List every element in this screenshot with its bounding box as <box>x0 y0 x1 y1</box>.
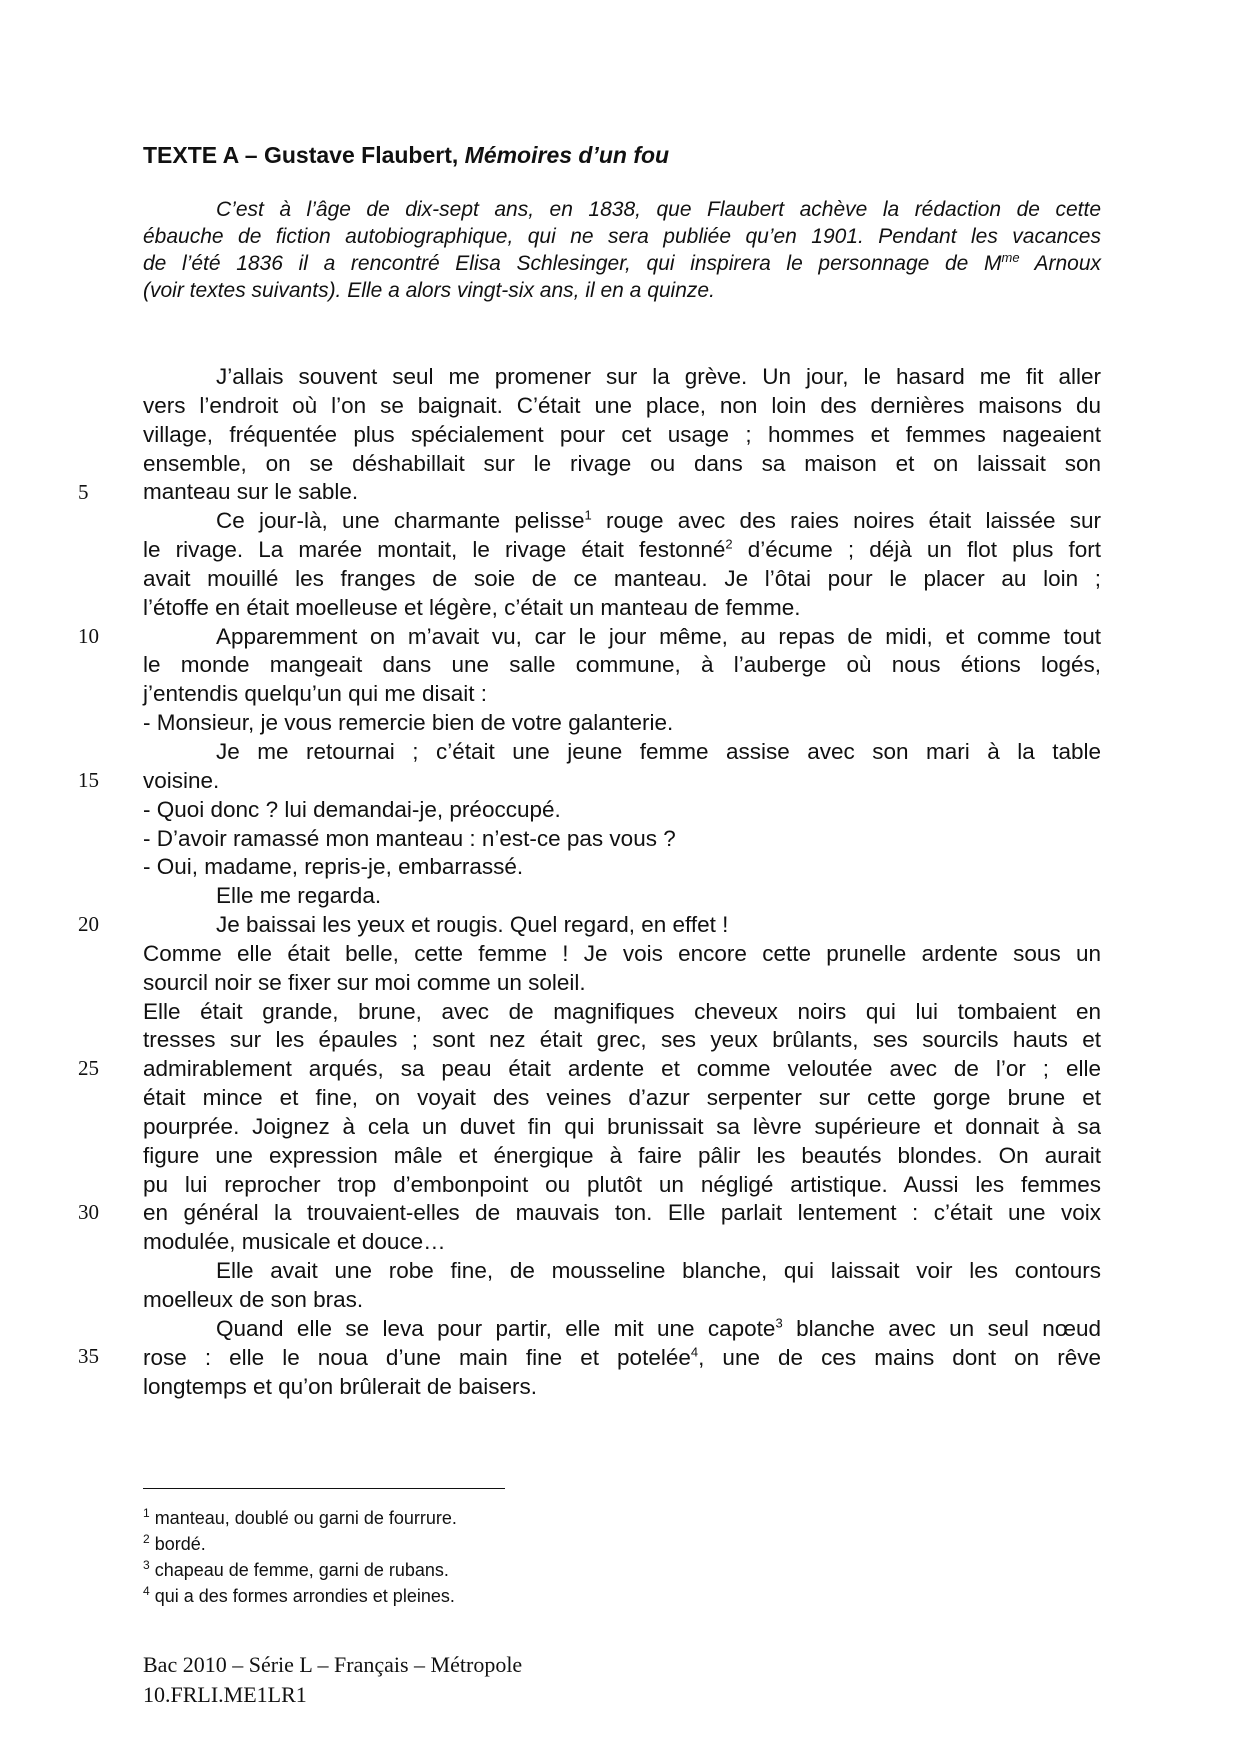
text-line: - Monsieur, je vous remercie bien de votre galanterie. <box>143 710 674 736</box>
footnote: $^2$ bordé. <box>143 1532 206 1554</box>
text-line: le rivage. La marée montait, le rivage était festonné$^2$ d’écume ; déjà un flot plus fort <box>143 536 1101 563</box>
page-footer <box>143 1650 522 1710</box>
line-number: 10 <box>78 624 99 648</box>
intro-line: de l’été 1836 il a rencontré Elisa Schlesinger, qui inspirera le personnage de $M^{me}$ Arnoux <box>143 250 1101 275</box>
text-line: rose : elle le noua d’une main fine et potelée$^4$, une de ces mains dont on rêve <box>143 1344 1101 1370</box>
footnote-ref: 4 <box>690 1344 699 1360</box>
intro-line: ébauche de fiction autobiographique, qui ne sera publiée qu’en 1901. Pendant les vacances <box>143 225 1101 248</box>
text-line: voisine. <box>143 767 220 793</box>
text-line: manteau sur le sable. <box>143 479 359 505</box>
text-line: admirablement arqués, sa peau était ardente et comme veloutée avec de l’or ; elle <box>143 1056 1101 1082</box>
text-line: J’allais souvent seul me promener sur la grève. Un jour, le hasard me fit aller <box>216 364 1101 389</box>
line-number: 15 <box>78 768 99 792</box>
intro-line: (voir textes suivants). Elle a alors vingt-six ans, il en a quinze. <box>143 279 715 302</box>
intro-paragraph <box>143 196 1101 304</box>
main-text <box>143 363 1101 1401</box>
text-line: longtemps et qu’on brûlerait de baisers. <box>143 1373 537 1399</box>
text-line: pu lui reprocher trop d’embonpoint ou plutôt un négligé artistique. Aussi les femmes <box>143 1171 1101 1197</box>
footnote: $^1$ manteau, doublé ou garni de fourrure. <box>143 1506 457 1528</box>
line-numbers <box>0 0 120 1754</box>
footnote-ref: 3 <box>775 1315 783 1331</box>
text-line: Quand elle se leva pour partir, elle mit une capote$^3$ blanche avec un seul nœud <box>216 1315 1102 1341</box>
text-line: moelleux de son bras. <box>143 1287 364 1312</box>
text-line: tresses sur les épaules ; sont nez était grec, ses yeux brûlants, ses sourcils hauts et <box>143 1027 1101 1053</box>
text-line: figure une expression mâle et énergique à faire pâlir les beautés blondes. On aurait <box>143 1142 1101 1168</box>
line-number: 20 <box>78 912 99 936</box>
footnote: $^3$ chapeau de femme, garni de rubans. <box>143 1558 449 1580</box>
footnotes <box>143 1505 457 1609</box>
line-number: 35 <box>78 1344 99 1368</box>
footnote-ref: 2 <box>725 536 733 552</box>
text-line: vers l’endroit où l’on se baignait. C’était une place, non loin des dernières maisons du <box>143 392 1101 418</box>
text-line: Elle était grande, brune, avec de magnifiques cheveux noirs qui lui tombaient en <box>143 998 1101 1024</box>
text-line: - D’avoir ramassé mon manteau : n’est-ce pas vous ? <box>143 825 676 851</box>
text-line: ensemble, on se déshabillait sur le rivage ou dans sa maison et on laissait son <box>143 450 1101 476</box>
text-line: était mince et fine, on voyait des veines d’azur serpenter sur cette gorge brune et <box>143 1085 1101 1111</box>
intro-line: C’est à l’âge de dix-sept ans, en 1838, que Flaubert achève la rédaction de cette <box>216 198 1101 221</box>
text-line: pourprée. Joignez à cela un duvet fin qui brunissait sa lèvre supérieure et donnait à sa <box>143 1113 1101 1139</box>
line-number: 5 <box>78 480 89 504</box>
text-line: l’étoffe en était moelleuse et légère, c’était un manteau de femme. <box>143 594 801 620</box>
footnote-ref: 1 <box>584 507 592 523</box>
line-number: 25 <box>78 1056 99 1080</box>
text-line: j’entendis quelqu’un qui me disait : <box>143 681 487 707</box>
text-line: Ce jour-là, une charmante pelisse$^1$ rouge avec des raies noires était laissée sur <box>216 507 1101 534</box>
footer-exam-label: Bac 2010 – Série L – Français – Métropole <box>143 1652 523 1677</box>
text-line: village, fréquentée plus spécialement pour cet usage ; hommes et femmes nageaient <box>143 421 1101 447</box>
footnote-divider <box>143 1488 505 1489</box>
line-number: 30 <box>78 1200 99 1224</box>
text-line: - Oui, madame, repris-je, embarrassé. <box>143 854 524 880</box>
footer-code: 10.FRLI.ME1LR1 <box>143 1682 307 1707</box>
text-line: Comme elle était belle, cette femme ! Je vois encore cette prunelle ardente sous un <box>143 940 1101 966</box>
text-line: sourcil noir se fixer sur moi comme un soleil. <box>143 969 586 995</box>
text-line: modulée, musicale et douce… <box>143 1229 446 1255</box>
text-heading <box>143 142 669 169</box>
text-line: Elle me regarda. <box>216 883 382 909</box>
text-line: en général la trouvaient-elles de mauvais ton. Elle parlait lentement : c’était une voix <box>143 1200 1101 1226</box>
text-line: le monde mangeait dans une salle commune, à l’auberge où nous étions logés, <box>143 652 1101 678</box>
text-line: - Quoi donc ? lui demandai-je, préoccupé. <box>143 796 561 822</box>
footnote: $^4$ qui a des formes arrondies et pleines. <box>143 1584 455 1606</box>
text-line: Apparemment on m’avait vu, car le jour même, au repas de midi, et comme tout <box>216 623 1101 649</box>
text-line: Je me retournai ; c’était une jeune femme assise avec son mari à la table <box>216 738 1101 764</box>
text-line: Je baissai les yeux et rougis. Quel regard, en effet ! <box>216 912 729 938</box>
heading-label: TEXTE A – Gustave Flaubert, <box>143 142 465 168</box>
text-line: avait mouillé les franges de soie de ce manteau. Je l’ôtai pour le placer au loin ; <box>143 565 1101 591</box>
work-title: Mémoires d’un fou <box>464 142 670 168</box>
text-line: Elle avait une robe fine, de mousseline blanche, qui laissait voir les contours <box>216 1258 1101 1284</box>
